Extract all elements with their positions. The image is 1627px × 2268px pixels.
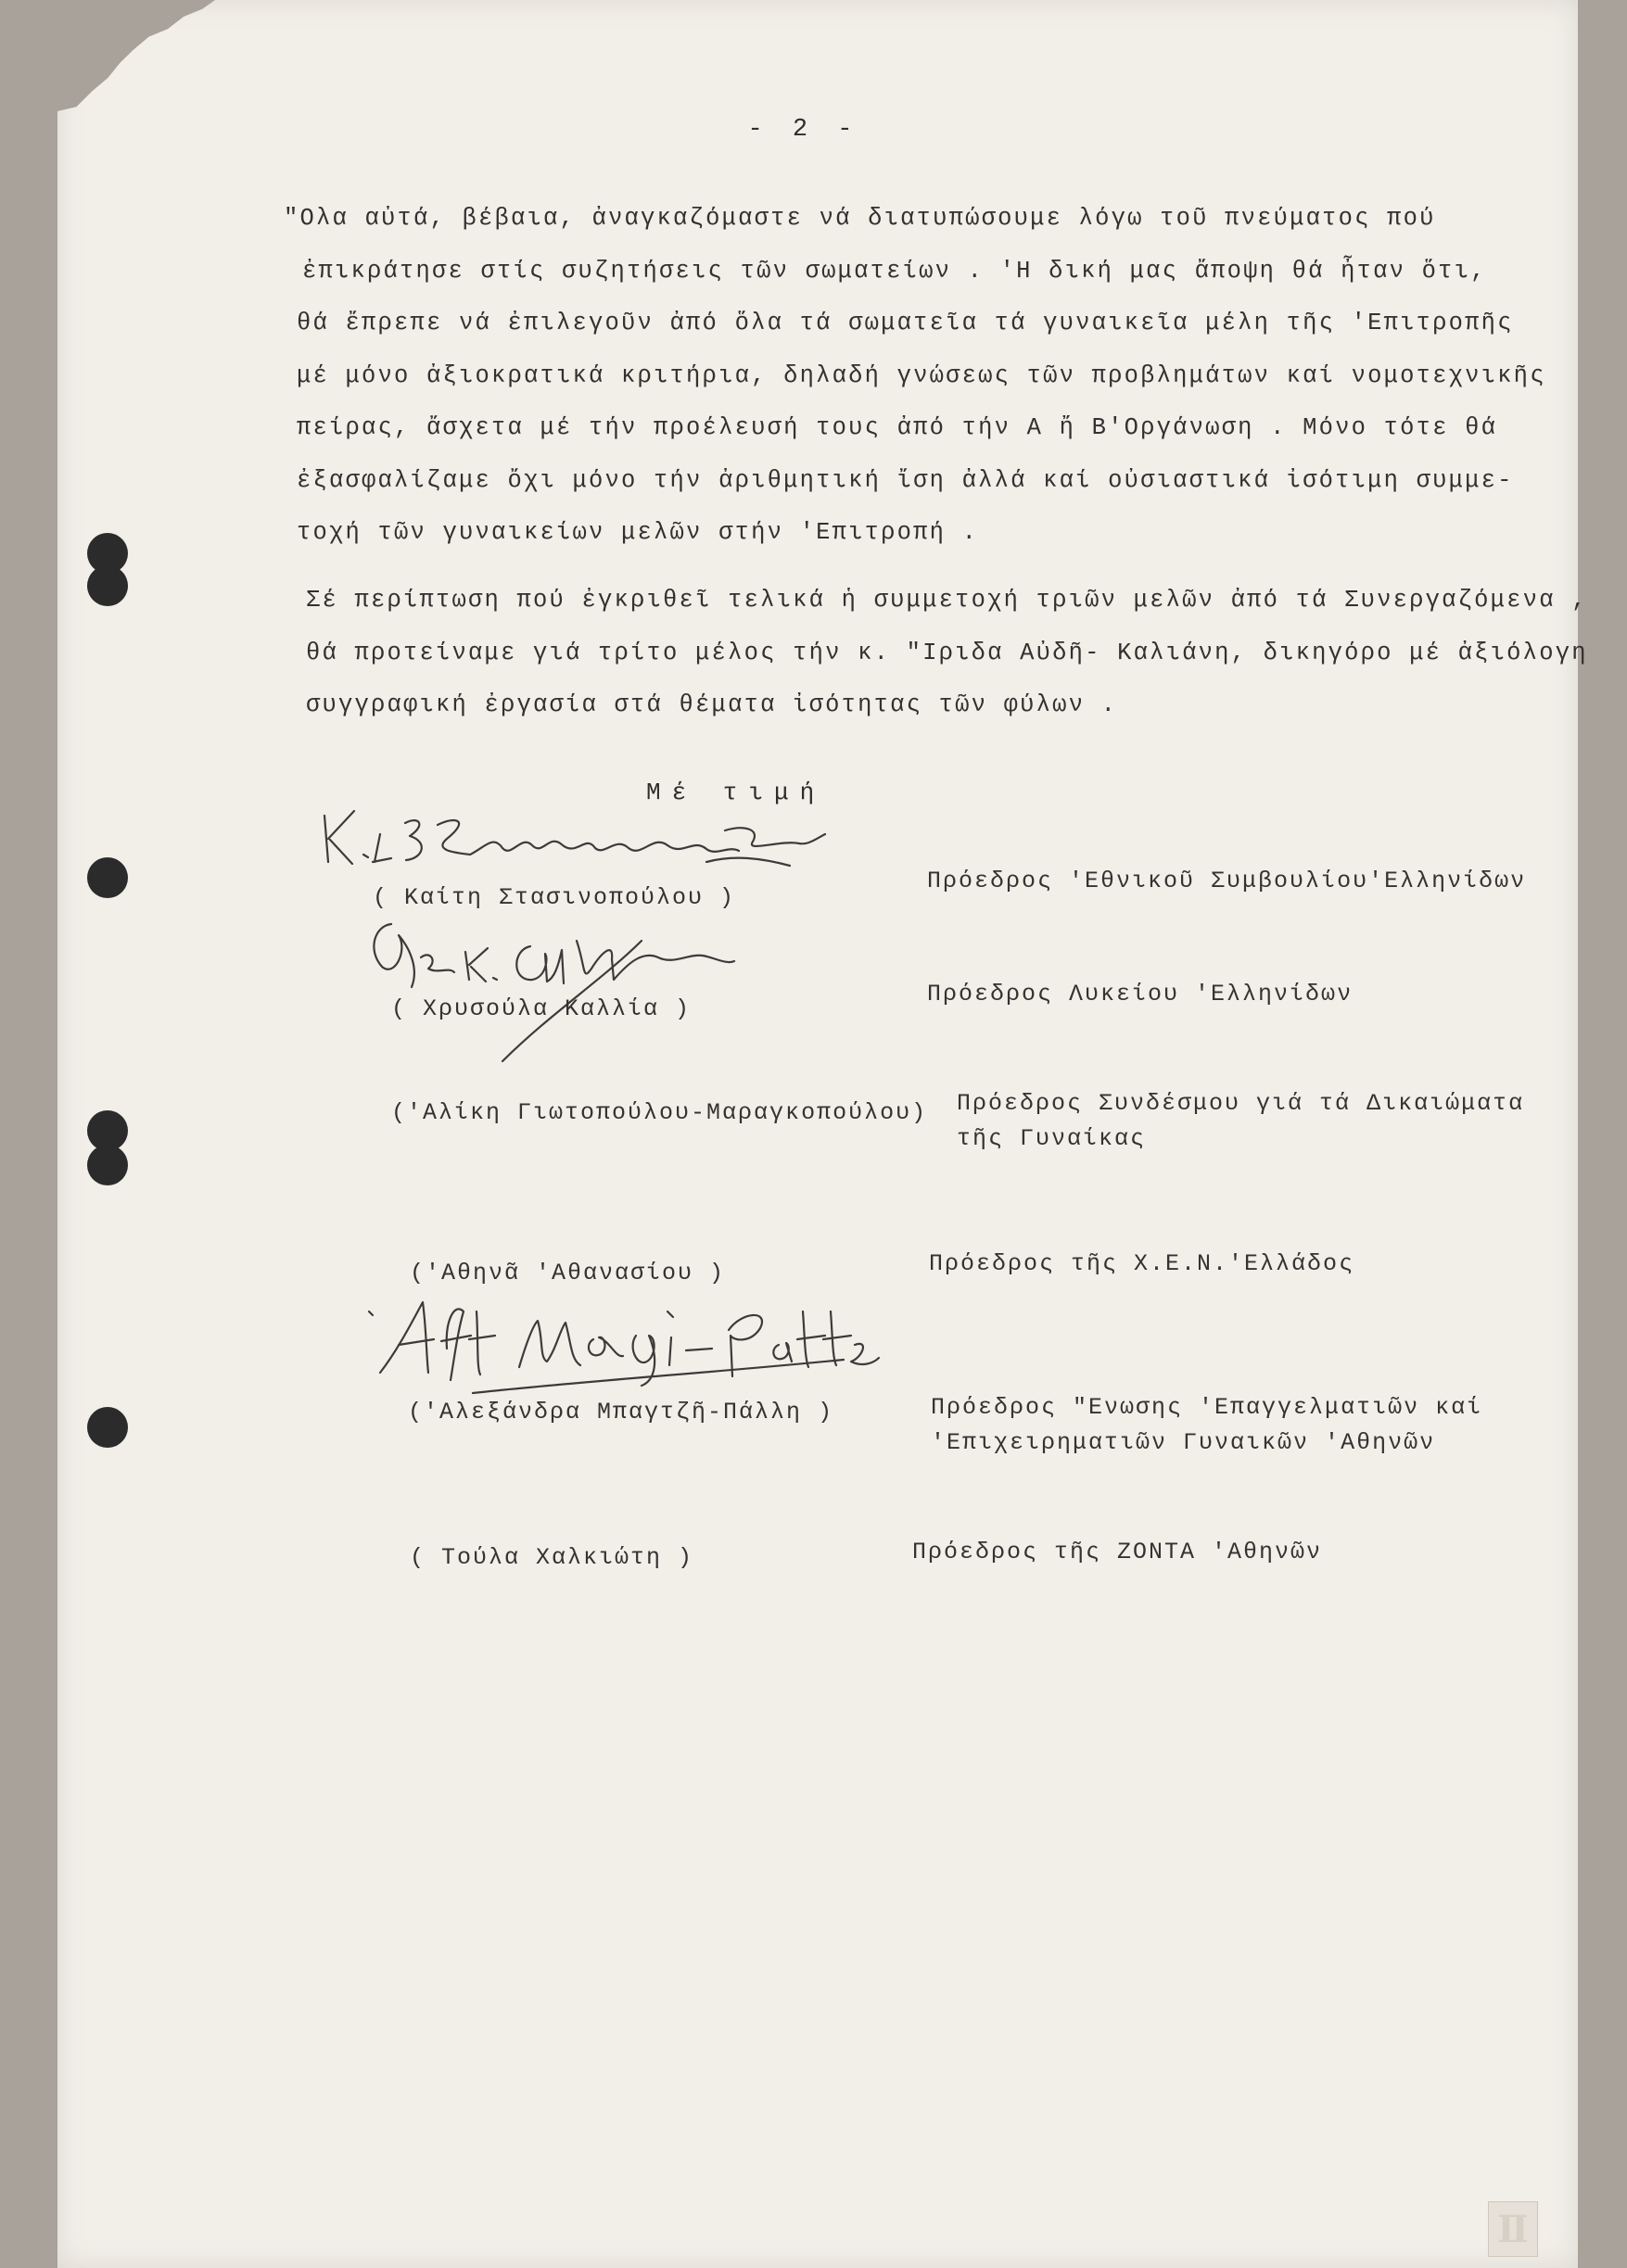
title-line: Πρόεδρος Λυκείου 'Ελληνίδων bbox=[927, 981, 1354, 1007]
paragraph-line: ἐπικράτησε στίς συζητήσεις τῶν σωματείων . 'Η δική μας ἄποψη θά ἦταν ὅτι, bbox=[302, 257, 1487, 285]
title-line: Πρόεδρος τῆς Χ.Ε.Ν.'Ελλάδος bbox=[929, 1250, 1355, 1277]
paragraph-2 bbox=[306, 575, 1588, 732]
torn-corner bbox=[57, 0, 215, 111]
paragraph-line: ἐξασφαλίζαμε ὄχι μόνο τήν ἀριθμητική ἴση ἀλλά καί οὐσιαστικά ἰσότιμη συμμε- bbox=[297, 466, 1514, 494]
title-line: τῆς Γυναίκας bbox=[957, 1125, 1147, 1152]
signatory-title-3 bbox=[957, 1086, 1524, 1157]
signatory-title-4 bbox=[929, 1247, 1354, 1282]
title-line: Πρόεδρος 'Εθνικοῦ Συμβουλίου'Ελληνίδων bbox=[927, 868, 1527, 894]
signatory-title-1 bbox=[927, 864, 1526, 899]
paragraph-line: θά προτείναμε γιά τρίτο μέλος τήν κ. "Ιριδα Αὐδῆ- Καλιάνη, δικηγόρο μέ ἀξιόλογη bbox=[306, 639, 1588, 666]
paragraph-line: Σέ περίπτωση πού ἐγκριθεῖ τελικά ἡ συμμετοχή τριῶν μελῶν ἀπό τά Συνεργαζόμενα , bbox=[306, 587, 1588, 614]
document-page bbox=[57, 0, 1588, 2268]
title-line: 'Επιχειρηματιῶν Γυναικῶν 'Αθηνῶν bbox=[931, 1429, 1436, 1456]
title-line: Πρόεδρος "Ενωσης 'Επαγγελματιῶν καί bbox=[931, 1394, 1483, 1421]
signatory-name-3: ('Αλίκη Γιωτοπούλου-Μαραγκοπούλου) bbox=[391, 1099, 928, 1126]
paragraph-line: θά ἔπρεπε νά ἐπιλεγοῦν ἀπό ὅλα τά σωματεῖα τά γυναικεῖα μέλη τῆς 'Επιτροπῆς bbox=[297, 310, 1514, 336]
paragraph-line: πείρας, ἄσχετα μέ τήν προέλευσή τους ἀπό τήν Α ἤ Β'Οργάνωση . Μόνο τότε θά bbox=[297, 414, 1498, 441]
title-line: Πρόεδρος τῆς ΖΟΝΤΑ 'Αθηνῶν bbox=[912, 1539, 1323, 1565]
signatory-name-6: ( Τούλα Χαλκιώτη ) bbox=[410, 1544, 694, 1571]
signatory-title-6 bbox=[912, 1535, 1322, 1570]
paragraph-line: συγγραφική ἐργασία στά θέματα ἰσότητας τῶν φύλων . bbox=[306, 691, 1118, 718]
signatory-name-4: ('Αθηνᾶ 'Αθανασίου ) bbox=[410, 1260, 726, 1286]
signatory-title-5 bbox=[931, 1390, 1482, 1461]
page-number: - 2 - bbox=[747, 116, 860, 144]
signatory-name-2: ( Χρυσούλα Καλλία ) bbox=[391, 995, 692, 1022]
punch-hole-2 bbox=[87, 565, 128, 606]
signatory-title-2 bbox=[927, 977, 1353, 1012]
title-line: Πρόεδρος Συνδέσμου γιά τά Δικαιώματα bbox=[957, 1090, 1525, 1117]
punch-hole-5 bbox=[87, 1145, 128, 1185]
paragraph-line: "Ολα αὐτά, βέβαια, ἀναγκαζόμαστε νά διατυπώσουμε λόγω τοῦ πνεύματος πού bbox=[284, 205, 1436, 232]
punch-hole-3 bbox=[87, 857, 128, 898]
archive-logo-stamp bbox=[1488, 2201, 1538, 2257]
archive-logo-glyph: Ⅱ bbox=[1497, 2207, 1529, 2251]
paragraph-1 bbox=[284, 193, 1546, 560]
paragraph-line: τοχή τῶν γυναικείων μελῶν στήν 'Επιτροπή . bbox=[297, 519, 979, 546]
punch-hole-6 bbox=[87, 1407, 128, 1448]
signatory-name-5: ('Αλεξάνδρα Μπαγτζῆ-Πάλλη ) bbox=[408, 1399, 834, 1425]
paragraph-line: μέ μόνο ἀξιοκρατικά κριτήρια, δηλαδή γνώσεως τῶν προβλημάτων καί νομοτεχνικῆς bbox=[297, 361, 1546, 389]
closing-salutation: Μέ τιμή bbox=[646, 779, 826, 806]
signature-bagtzi-palli bbox=[362, 1284, 881, 1395]
signatory-name-1: ( Καίτη Στασινοπούλου ) bbox=[373, 884, 736, 911]
